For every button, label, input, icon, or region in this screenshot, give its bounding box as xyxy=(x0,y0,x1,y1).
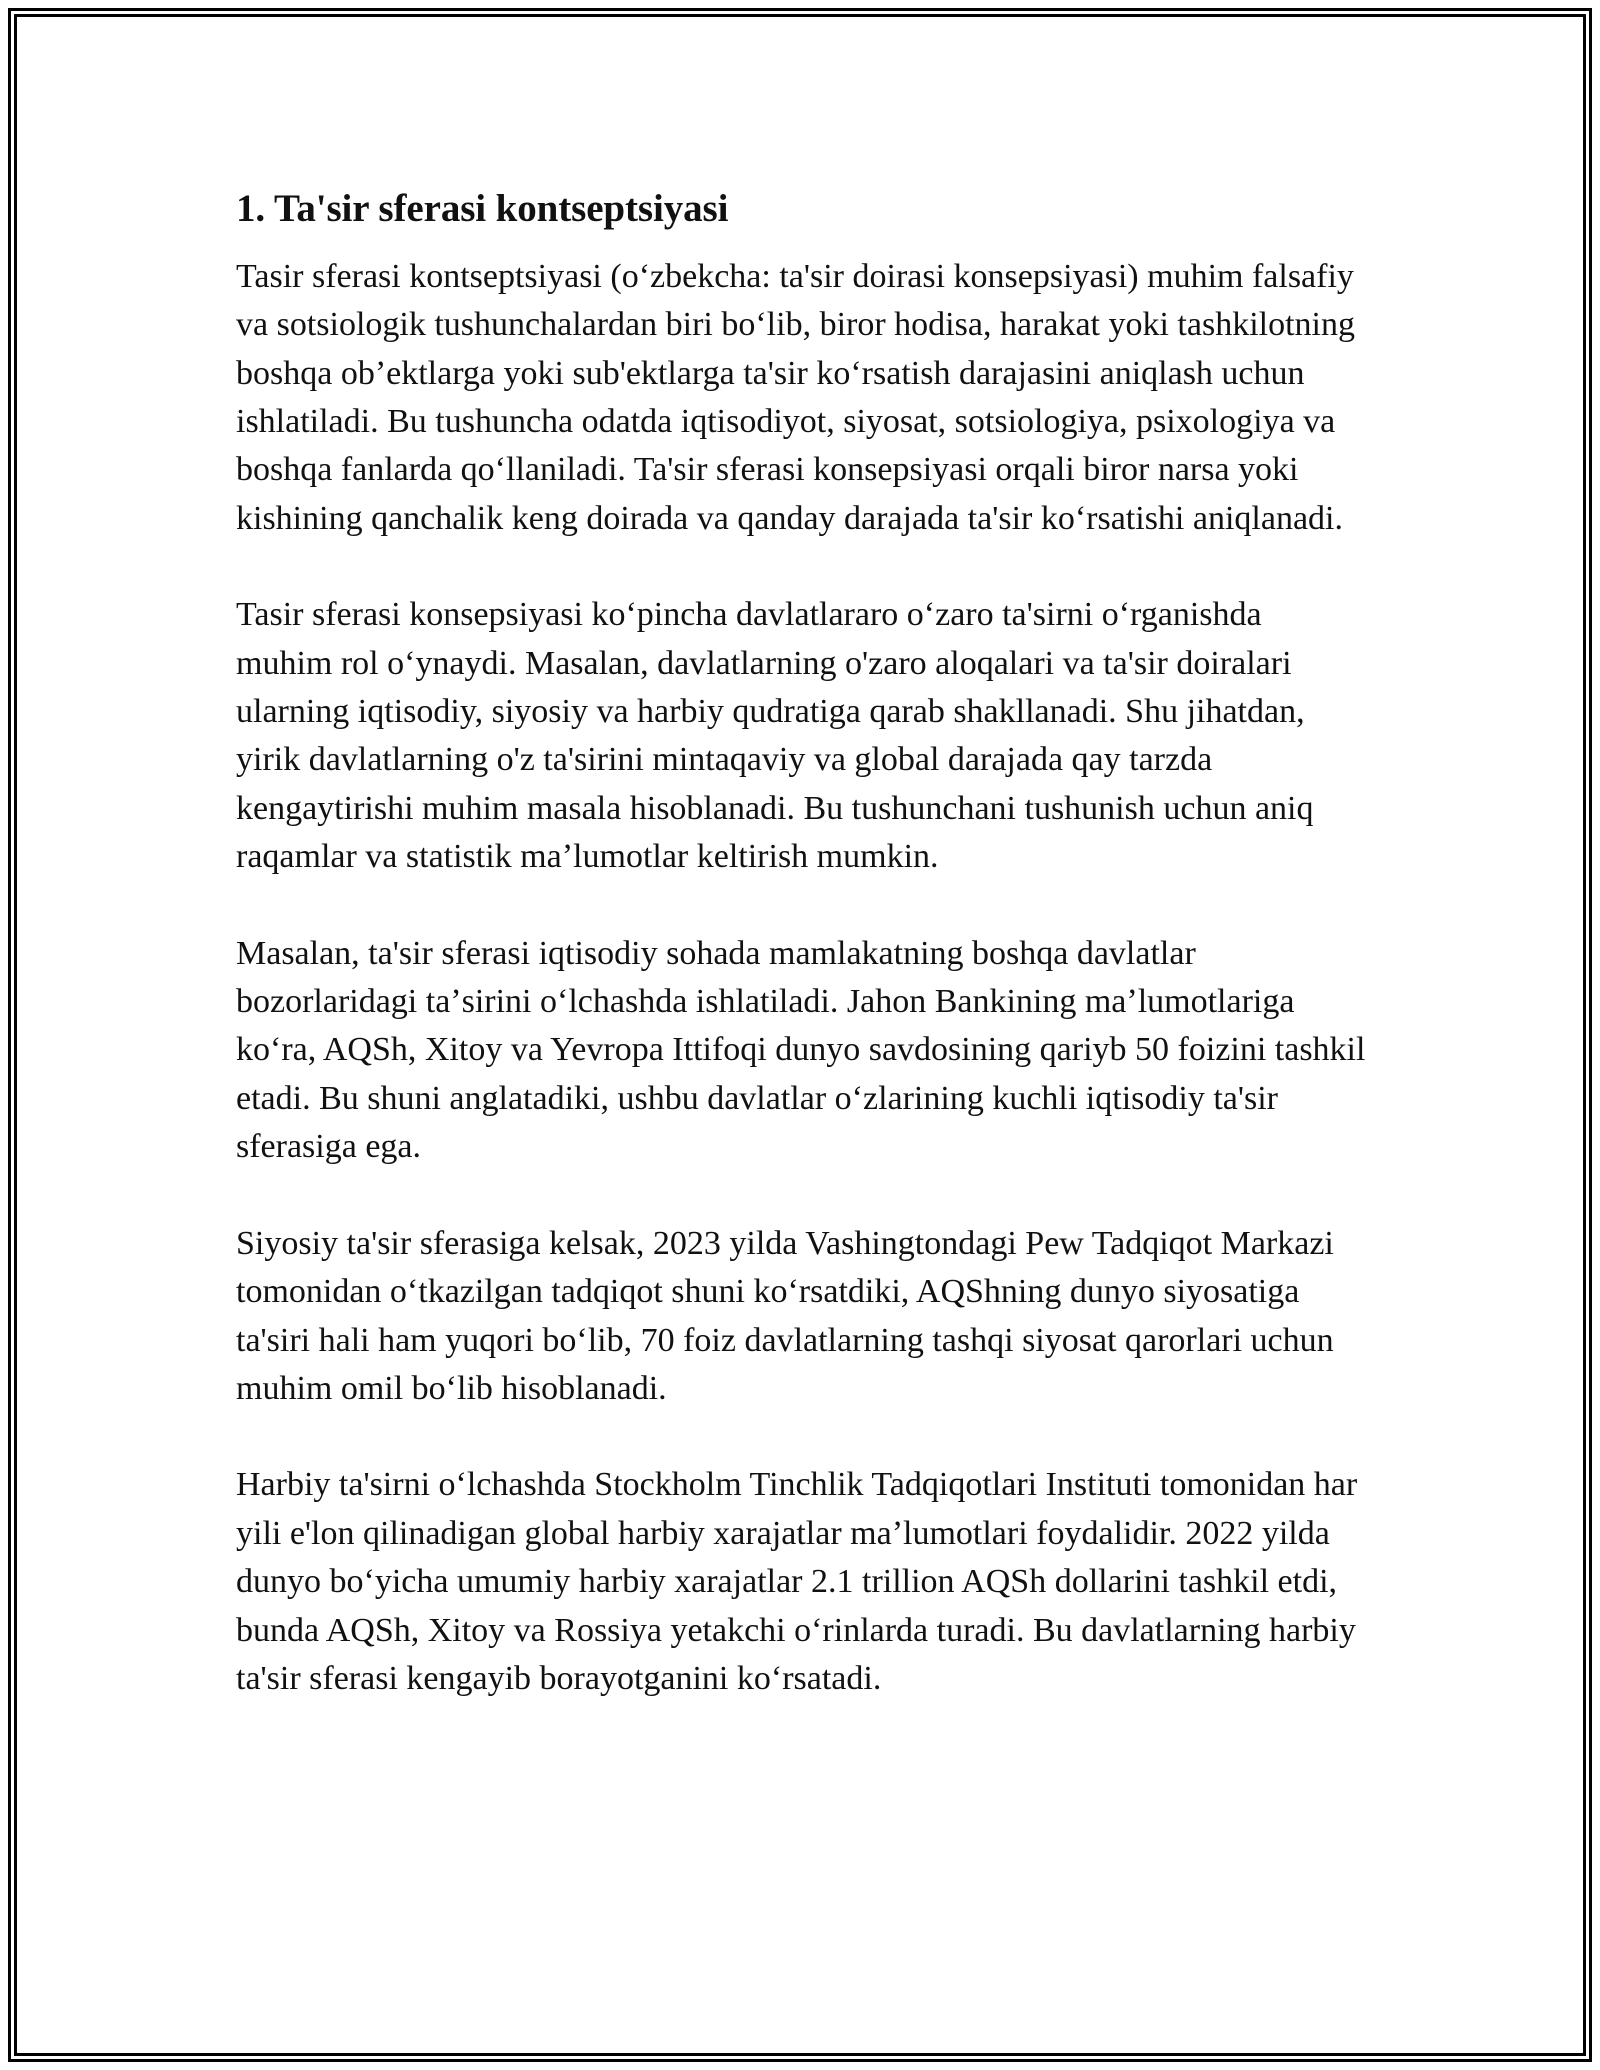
paragraph-political-influence: Siyosiy ta'sir sferasiga kelsak, 2023 yilda Vashingtondagi Pew Tadqiqot Markazi tomonidan oʻtkazilgan tadqiqot shuni koʻrsatdiki, AQShning dunyo siyosatiga ta'siri hali ham yuqori boʻlib, 70 foiz davlatlarning tashqi siyosat qarorlari uchun muhim omil boʻlib hisoblanadi. xyxy=(236,1224,1334,1407)
paragraph-military-influence: Harbiy ta'sirni oʻlchashda Stockholm Tinchlik Tadqiqotlari Instituti tomonidan har yili e'lon qilinadigan global harbiy xarajatlar maʼlumotlari foydalidir. 2022 yilda dunyo boʻyicha umumiy harbiy xarajatlar 2.1 trillion AQSh dollarini tashkil etdi, bunda AQSh, Xitoy va Rossiya yetakchi oʻrinlarda turadi. Bu davlatlarning harbiy ta'sir sferasi kengayib borayotganini koʻrsatadi. xyxy=(236,1466,1358,1697)
paragraph-interstate-relations: Tasir sferasi konsepsiyasi koʻpincha davlatlararo oʻzaro ta'sirni oʻrganishda muhim rol oʻynaydi. Masalan, davlatlarning o'zaro aloqalari va ta'sir doiralari ularning iqtisodiy, siyosiy va harbiy qudratiga qarab shakllanadi. Shu jihatdan, yirik davlatlarning o'z ta'sirini mintaqaviy va global darajada qay tarzda kengaytirishi muhim masala hisoblanadi. Bu tushunchani tushunish uchun aniq raqamlar va statistik maʼlumotlar keltirish mumkin. xyxy=(236,596,1314,876)
section-heading: 1. Ta'sir sferasi kontseptsiyasi xyxy=(236,187,729,230)
document-body xyxy=(236,186,1366,1703)
paragraph-definition: Tasir sferasi kontseptsiyasi (oʻzbekcha: ta'sir doirasi konsepsiyasi) muhim falsafiy va sotsiologik tushunchalardan biri boʻlib, biror hodisa, harakat yoki tashkilotning boshqa obʼektlarga yoki sub'ektlarga ta'sir koʻrsatish darajasini aniqlash uchun ishlatiladi. Bu tushuncha odatda iqtisodiyot, siyosat, sotsiologiya, psixologiya va boshqa fanlarda qoʻllaniladi. Ta'sir sferasi konsepsiyasi orqali biror narsa yoki kishining qanchalik keng doirada va qanday darajada ta'sir koʻrsatishi aniqlanadi. xyxy=(236,257,1355,537)
paragraph-economic-influence: Masalan, ta'sir sferasi iqtisodiy sohada mamlakatning boshqa davlatlar bozorlaridagi taʼsirini oʻlchashda ishlatiladi. Jahon Bankining maʼlumotlariga koʻra, AQSh, Xitoy va Yevropa Ittifoqi dunyo savdosining qariyb 50 foizini tashkil etadi. Bu shuni anglatadiki, ushbu davlatlar oʻzlarining kuchli iqtisodiy ta'sir sferasiga ega. xyxy=(236,934,1366,1166)
